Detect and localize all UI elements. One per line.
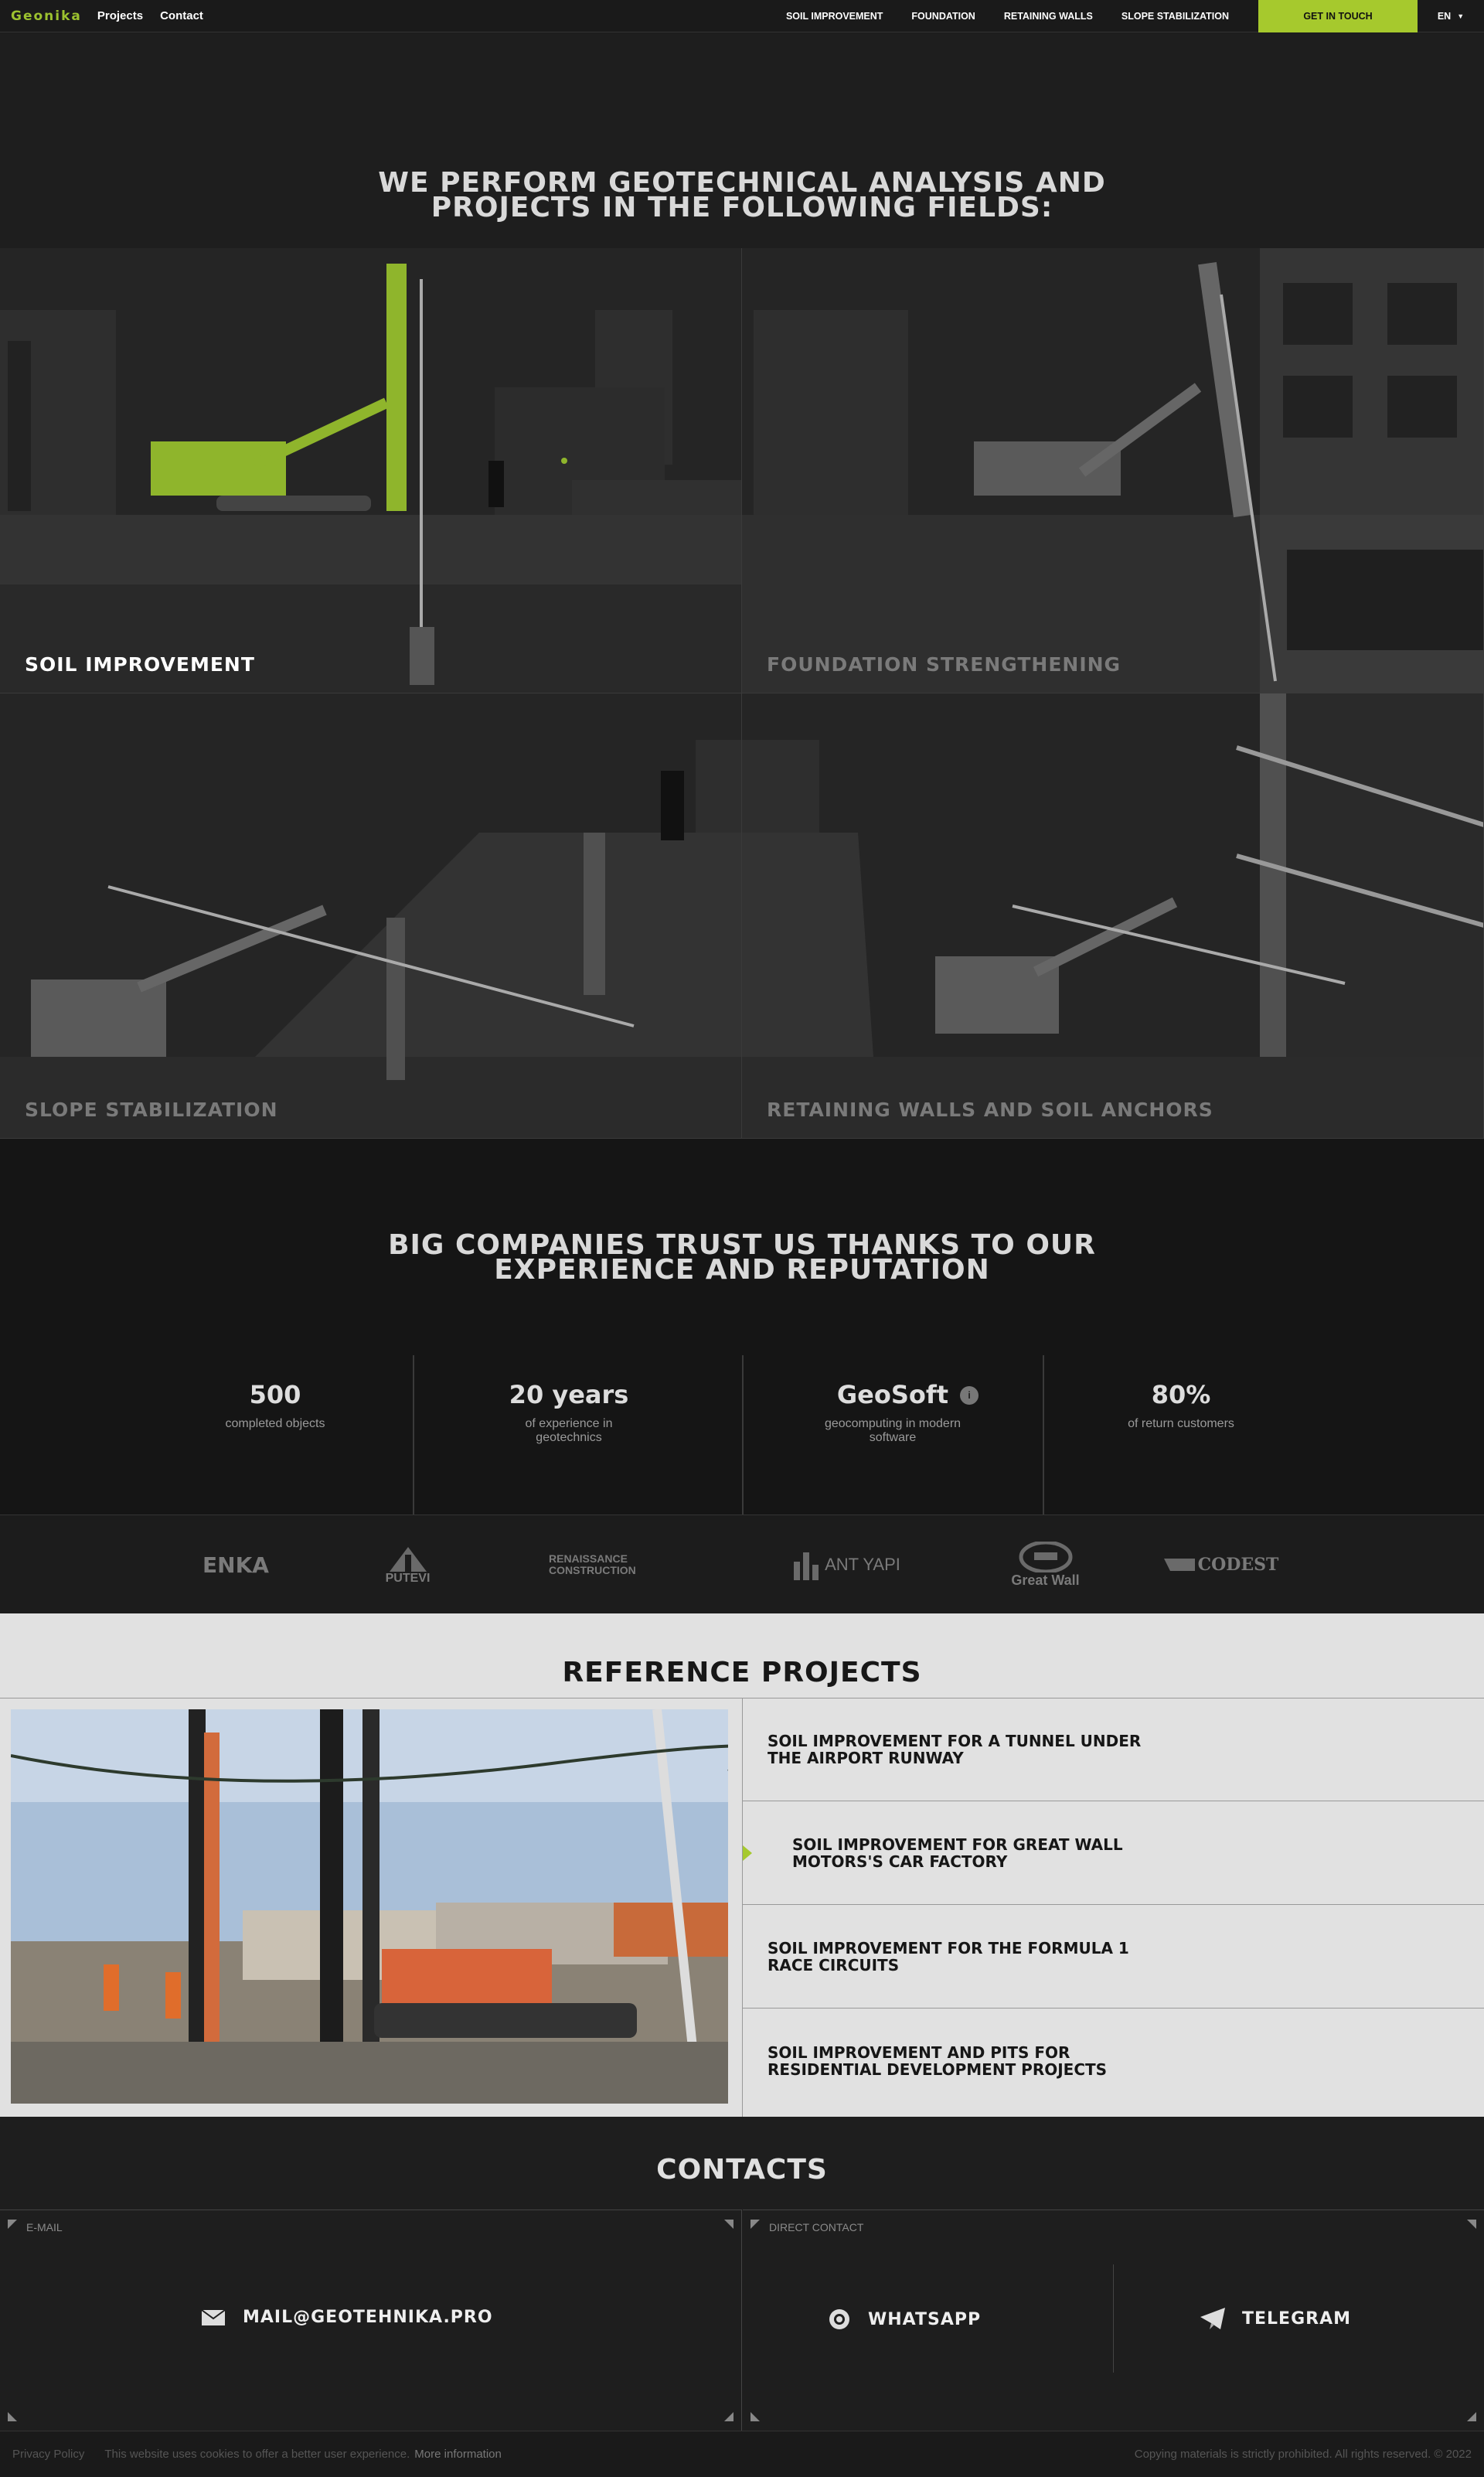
whatsapp-link[interactable]: [828, 2308, 981, 2331]
codest-text: CODEST: [1197, 1555, 1279, 1575]
field-label-soil-improvement: SOIL IMPROVEMENT: [25, 653, 255, 676]
whatsapp-icon: [828, 2308, 851, 2331]
corner-icon: [8, 2220, 17, 2229]
reference-item-label: SOIL IMPROVEMENT FOR THE FORMULA 1 RACE CIRCUITS: [768, 1939, 1129, 1974]
whatsapp-text: WHATSAPP: [868, 2309, 982, 2329]
copyright: Copying materials is strictly prohibited. All rights reserved. © 2022: [1134, 2448, 1472, 2461]
footer: [0, 2431, 1484, 2477]
field-label-foundation: FOUNDATION STRENGTHENING: [767, 653, 1122, 676]
field-tile-soil-improvement[interactable]: [0, 248, 742, 693]
logo[interactable]: Geonika: [11, 8, 82, 24]
chevron-down-icon: ▼: [1457, 12, 1465, 20]
client-logos: [0, 1514, 1484, 1613]
field-tile-foundation[interactable]: [742, 248, 1484, 693]
ant-yapi-text: ANT YAPI: [825, 1555, 900, 1574]
codest-mark: [1164, 1559, 1195, 1571]
corner-icon: [724, 2412, 733, 2421]
info-icon[interactable]: i: [960, 1386, 979, 1405]
stat-label: completed objects: [225, 1417, 325, 1430]
reference-project-photo: [11, 1709, 728, 2104]
telegram-text: TELEGRAM: [1242, 2308, 1351, 2329]
nav-link-projects[interactable]: Projects: [97, 9, 144, 22]
divider: [742, 1355, 744, 1518]
nav-link-contact[interactable]: Contact: [160, 9, 203, 22]
nav-item-soil-improvement[interactable]: SOIL IMPROVEMENT: [785, 11, 883, 22]
reference-title: REFERENCE PROJECTS: [562, 1657, 922, 1688]
email-text: MAIL@GEOTEHNIKA.PRO: [243, 2308, 493, 2327]
corner-icon: [724, 2220, 733, 2229]
direct-contact-box: [743, 2210, 1484, 2431]
field-label-slope-stabilization: SLOPE STABILIZATION: [25, 1099, 278, 1121]
divider: [413, 1355, 414, 1518]
logo-renaissance: RENAISSANCE CONSTRUCTION: [549, 1552, 636, 1576]
stat-experience: [492, 1355, 646, 1518]
reference-item-formula1[interactable]: [743, 1906, 1484, 2009]
great-wall-text: Great Wall: [1011, 1572, 1080, 1588]
stat-return-customers: [1104, 1355, 1258, 1518]
telegram-icon: [1200, 2308, 1225, 2329]
trust-title-line1: BIG COMPANIES TRUST US THANKS TO OUR: [388, 1229, 1096, 1261]
logo-codest: [1163, 1515, 1279, 1614]
great-wall-mark: [1019, 1542, 1073, 1572]
stat-value: GeoSoft: [836, 1380, 949, 1409]
corner-icon: [1467, 2220, 1476, 2229]
fields-grid: [0, 248, 1484, 1139]
reference-item-label: SOIL IMPROVEMENT FOR GREAT WALL MOTORS'S CAR FACTORY: [792, 1835, 1123, 1871]
active-arrow-icon: [743, 1845, 752, 1861]
stat-value: 500: [249, 1380, 301, 1409]
email-link[interactable]: [201, 2308, 493, 2327]
divider: [1043, 1355, 1044, 1518]
hero-title-line2: PROJECTS IN THE FOLLOWING FIELDS:: [431, 192, 1053, 223]
email-box: [0, 2210, 742, 2431]
reference-item-airport[interactable]: [743, 1698, 1484, 1801]
mail-icon: [201, 2309, 226, 2326]
cookie-notice: This website uses cookies to offer a better user experience.: [104, 2448, 410, 2461]
reference-projects-section: [0, 1613, 1484, 2117]
top-nav: [0, 0, 1484, 32]
stat-value: 20 years: [509, 1380, 629, 1409]
get-in-touch-button[interactable]: GET IN TOUCH: [1258, 0, 1418, 32]
corner-icon: [751, 2412, 760, 2421]
stat-label: geocomputing in modern software: [824, 1417, 962, 1444]
reference-item-great-wall[interactable]: [743, 1802, 1484, 1905]
slope-stabilization-illustration: [0, 693, 742, 1139]
construction-site-image: [11, 1709, 728, 2104]
divider: [1113, 2264, 1114, 2373]
telegram-link[interactable]: [1200, 2308, 1351, 2329]
language-label: EN: [1437, 11, 1452, 22]
direct-contact-label: DIRECT CONTACT: [769, 2221, 864, 2233]
soil-improvement-illustration: [0, 248, 742, 693]
retaining-walls-illustration: [742, 693, 1484, 1139]
nav-item-retaining-walls[interactable]: RETAINING WALLS: [1003, 11, 1093, 22]
stat-label: of experience in geotechnics: [525, 1417, 613, 1444]
putevi-mark: [385, 1544, 431, 1572]
contacts-title: CONTACTS: [656, 2154, 828, 2186]
stat-label: of return customers: [1128, 1417, 1234, 1430]
email-label: E-MAIL: [26, 2221, 63, 2233]
foundation-illustration: [742, 248, 1484, 693]
trust-title-line2: EXPERIENCE AND REPUTATION: [494, 1254, 990, 1286]
reference-item-label: SOIL IMPROVEMENT AND PITS FOR RESIDENTIAL DEVELOPMENT PROJECTS: [768, 2043, 1108, 2079]
putevi-text: PUTEVI: [385, 1572, 431, 1585]
stat-geosoft: [796, 1355, 989, 1518]
hero-section: [0, 33, 1484, 248]
reference-item-residential[interactable]: [743, 2009, 1484, 2112]
stat-value: 80%: [1151, 1380, 1211, 1409]
nav-item-foundation[interactable]: FOUNDATION: [911, 11, 975, 22]
logo-ant-yapi: [785, 1515, 908, 1614]
ant-yapi-mark: [792, 1549, 820, 1580]
field-label-retaining-walls: RETAINING WALLS AND SOIL ANCHORS: [767, 1099, 1213, 1121]
hero-title: [0, 167, 1484, 223]
corner-icon: [751, 2220, 760, 2229]
nav-item-slope-stabilization[interactable]: SLOPE STABILIZATION: [1121, 11, 1229, 22]
corner-icon: [8, 2412, 17, 2421]
corner-icon: [1467, 2412, 1476, 2421]
language-selector[interactable]: [1418, 0, 1484, 32]
logo-putevi: [379, 1515, 437, 1614]
contacts-section: [0, 2117, 1484, 2431]
privacy-policy-link[interactable]: Privacy Policy: [12, 2448, 85, 2461]
more-information-link[interactable]: More information: [414, 2448, 502, 2461]
field-tile-slope-stabilization[interactable]: [0, 693, 742, 1139]
field-tile-retaining-walls[interactable]: [742, 693, 1484, 1139]
trust-title: [0, 1229, 1484, 1286]
reference-item-label: SOIL IMPROVEMENT FOR A TUNNEL UNDER THE AIRPORT RUNWAY: [768, 1732, 1142, 1767]
hero-title-line1: WE PERFORM GEOTECHNICAL ANALYSIS AND: [378, 167, 1106, 199]
stat-completed-objects: [198, 1355, 352, 1518]
trust-section: [0, 1139, 1484, 1514]
logo-great-wall: [997, 1515, 1094, 1614]
logo-enka: ENKA: [203, 1552, 269, 1578]
